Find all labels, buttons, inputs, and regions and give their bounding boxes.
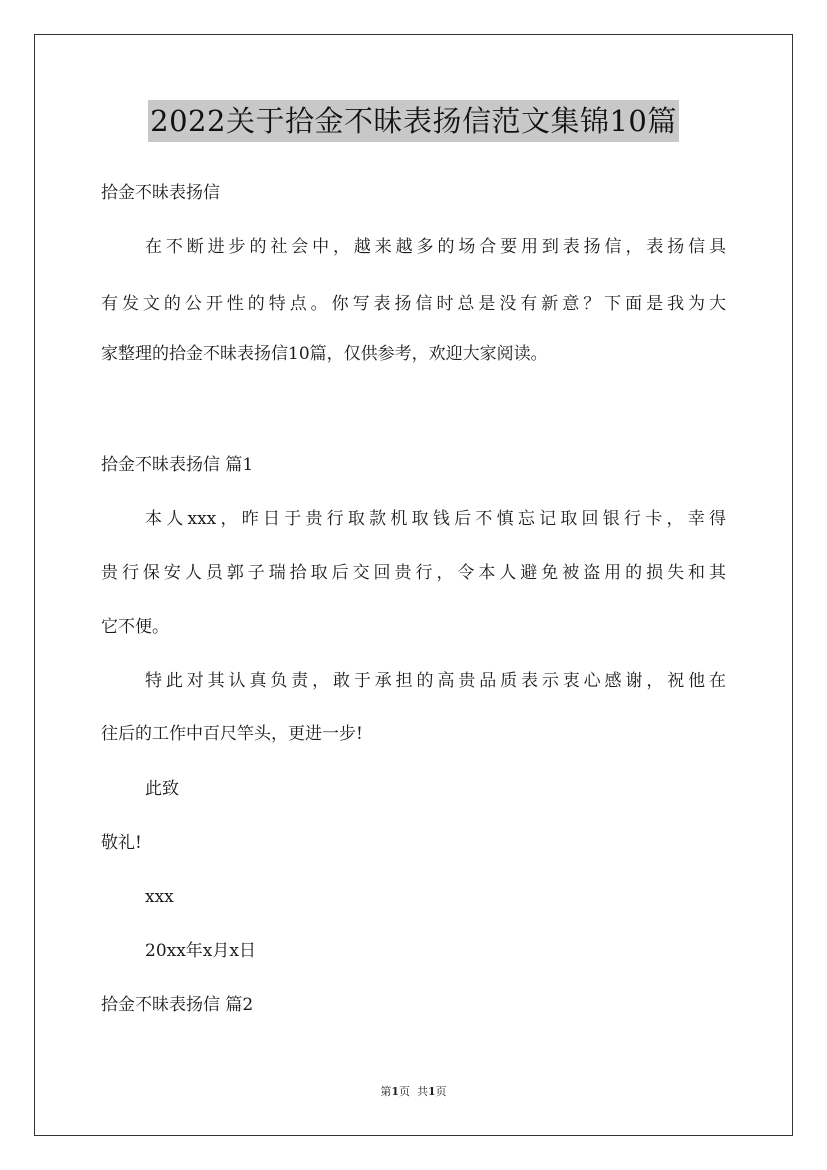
section1-para1-line-3: 它不便。 bbox=[101, 617, 169, 637]
title-container bbox=[0, 100, 827, 142]
document-title: 2022关于拾金不昧表扬信范文集锦10篇 bbox=[148, 100, 679, 142]
section2-heading: 拾金不昧表扬信 篇2 bbox=[101, 995, 254, 1015]
footer-label-1: 第 bbox=[380, 1085, 392, 1098]
footer-label-3: 页 bbox=[435, 1085, 447, 1098]
section1-para2-line-1: 特此对其认真负责，敢于承担的高贵品质表示衷心感谢，祝他在 bbox=[145, 671, 726, 691]
letter-date: 20xx年x月x日 bbox=[145, 941, 256, 961]
closing-salutation: 此致 bbox=[145, 779, 179, 799]
signature: xxx bbox=[145, 887, 174, 907]
section1-heading: 拾金不昧表扬信 篇1 bbox=[101, 455, 254, 475]
section1-para2-line-2: 往后的工作中百尺竿头，更进一步! bbox=[101, 724, 363, 744]
intro-line-2: 有发文的公开性的特点。你写表扬信时总是没有新意？下面是我为大 bbox=[101, 294, 726, 314]
footer-label-2: 页 共 bbox=[399, 1085, 428, 1098]
intro-line-1: 在不断进步的社会中，越来越多的场合要用到表扬信，表扬信具 bbox=[145, 237, 726, 257]
section1-para1-line-1: 本人xxx，昨日于贵行取款机取钱后不慎忘记取回银行卡，幸得 bbox=[145, 509, 726, 529]
main-heading: 拾金不昧表扬信 bbox=[101, 183, 220, 203]
closing-regards: 敬礼! bbox=[101, 833, 142, 853]
page-footer bbox=[0, 1084, 827, 1100]
section1-para1-line-2: 贵行保安人员郭子瑞拾取后交回贵行，令本人避免被盗用的损失和其 bbox=[101, 563, 726, 583]
intro-line-3: 家整理的拾金不昧表扬信10篇，仅供参考，欢迎大家阅读。 bbox=[101, 344, 548, 364]
footer-page-number: 1 bbox=[391, 1085, 399, 1098]
footer-page-total: 1 bbox=[428, 1085, 436, 1098]
